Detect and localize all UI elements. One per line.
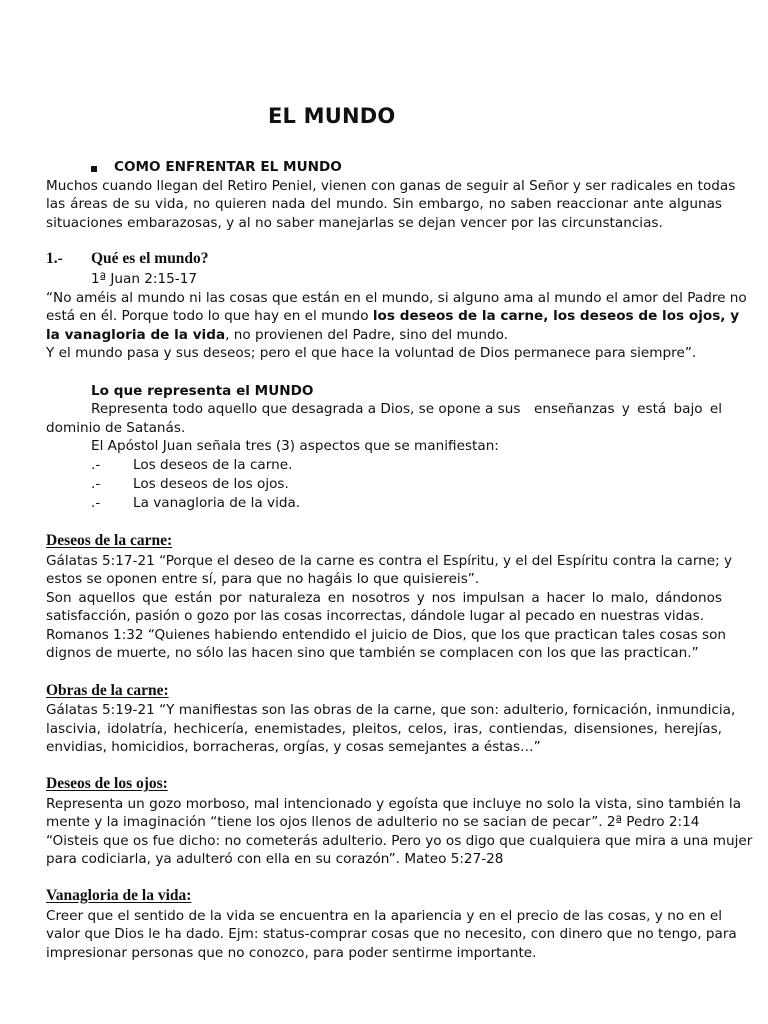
list-item: Los deseos de la carne. — [133, 457, 293, 473]
paragraph-line: dominio de Satanás. — [46, 420, 186, 436]
paragraph-line: Representa un gozo morboso, mal intencionado y egoísta que incluye no solo la vista, sino también la — [46, 796, 742, 812]
subsection-heading-representa: Lo que representa el MUNDO — [91, 383, 314, 399]
paragraph-line: satisfacción, pasión o gozo por las cosas incorrectas, dándole lugar al pecado en nuestras vidas. — [46, 608, 705, 624]
paragraph-line: lascivia, idolatría, hechicería, enemistades, pleitos, celos, iras, contiendas, disensiones, herejías, — [46, 721, 722, 737]
paragraph-line: para codiciarla, ya adulteró con ella en su corazón”. Mateo 5:27-28 — [46, 851, 504, 867]
scripture-line: “No améis al mundo ni las cosas que están en el mundo, si alguno ama al mundo el amor del Padre no — [46, 290, 747, 306]
scripture-line: está en él. Porque todo lo que hay en el mundo los deseos de la carne, los deseos de los ojos, y — [46, 308, 740, 324]
scripture-line: la vanagloria de la vida, no provienen del Padre, sino del mundo. — [46, 327, 508, 343]
paragraph-line: Gálatas 5:19-21 “Y manifiestas son las obras de la carne, que son: adulterio, fornicación, inmundicia, — [46, 702, 736, 718]
section-heading-deseos-ojos: Deseos de los ojos: — [46, 775, 168, 792]
section-heading-obras-carne: Obras de la carne: — [46, 682, 169, 699]
paragraph-line: estos se oponen entre sí, para que no hagáis lo que quisiereis”. — [46, 571, 480, 587]
paragraph-line: mente y la imaginación “tiene los ojos llenos de adulterio no se sacian de pecar”. 2ª Pedro 2:14 — [46, 814, 700, 830]
page-title: EL MUNDO — [268, 104, 396, 128]
paragraph-line: las áreas de su vida, no quieren nada del mundo. Sin embargo, no saben reaccionar ante algunas — [46, 196, 722, 212]
scripture-line: Y el mundo pasa y sus deseos; pero el que hace la voluntad de Dios permanece para siempre”. — [46, 345, 697, 361]
paragraph-line: enseñanzas y está bajo el — [534, 401, 722, 417]
list-item: Los deseos de los ojos. — [133, 476, 289, 492]
list-marker: .- — [91, 495, 101, 511]
paragraph-line: impresionar personas que no conozco, para poder sentirme importante. — [46, 945, 537, 961]
list-marker: .- — [91, 476, 101, 492]
paragraph-line: Representa todo aquello que desagrada a Dios, se opone a sus — [91, 401, 521, 417]
paragraph-line: situaciones embarazosas, y al no saber manejarlas se dejan vencer por las circunstancias. — [46, 215, 663, 231]
paragraph-line: dignos de muerte, no sólo las hacen sino que también se complacen con los que las practican.” — [46, 645, 699, 661]
question-number: 1.- — [46, 250, 63, 267]
question-heading: Qué es el mundo? — [91, 250, 209, 267]
paragraph-line: Son aquellos que están por naturaleza en nosotros y nos impulsan a hacer lo malo, dándonos — [46, 590, 722, 606]
paragraph-line: Muchos cuando llegan del Retiro Peniel, vienen con ganas de seguir al Señor y ser radicales en todas — [46, 178, 736, 194]
paragraph-line: Romanos 1:32 “Quienes habiendo entendido el juicio de Dios, que los que practican tales cosas son — [46, 627, 727, 643]
section-heading-como-enfrentar: COMO ENFRENTAR EL MUNDO — [114, 159, 342, 175]
section-heading-deseos-carne: Deseos de la carne: — [46, 532, 173, 549]
paragraph-line: Gálatas 5:17-21 “Porque el deseo de la carne es contra el Espíritu, y el del Espíritu contra la carne; y — [46, 553, 733, 569]
list-item: La vanagloria de la vida. — [133, 495, 301, 511]
paragraph-line: envidias, homicidios, borracheras, orgías, y cosas semejantes a éstas…” — [46, 739, 541, 755]
scripture-reference: 1ª Juan 2:15-17 — [91, 271, 197, 287]
paragraph-line: El Apóstol Juan señala tres (3) aspectos que se manifiestan: — [91, 438, 499, 454]
bullet-icon — [91, 158, 97, 177]
list-marker: .- — [91, 457, 101, 473]
section-heading-vanagloria: Vanagloria de la vida: — [46, 887, 192, 904]
paragraph-line: Creer que el sentido de la vida se encuentra en la apariencia y en el precio de las cosas, y no en el — [46, 908, 722, 924]
paragraph-line: “Oisteis que os fue dicho: no cometerás adulterio. Pero yo os digo que cualquiera que mira a una mujer — [46, 833, 753, 849]
paragraph-line: valor que Dios le ha dado. Ejm: status-comprar cosas que no necesito, con dinero que no tengo, para — [46, 926, 737, 942]
